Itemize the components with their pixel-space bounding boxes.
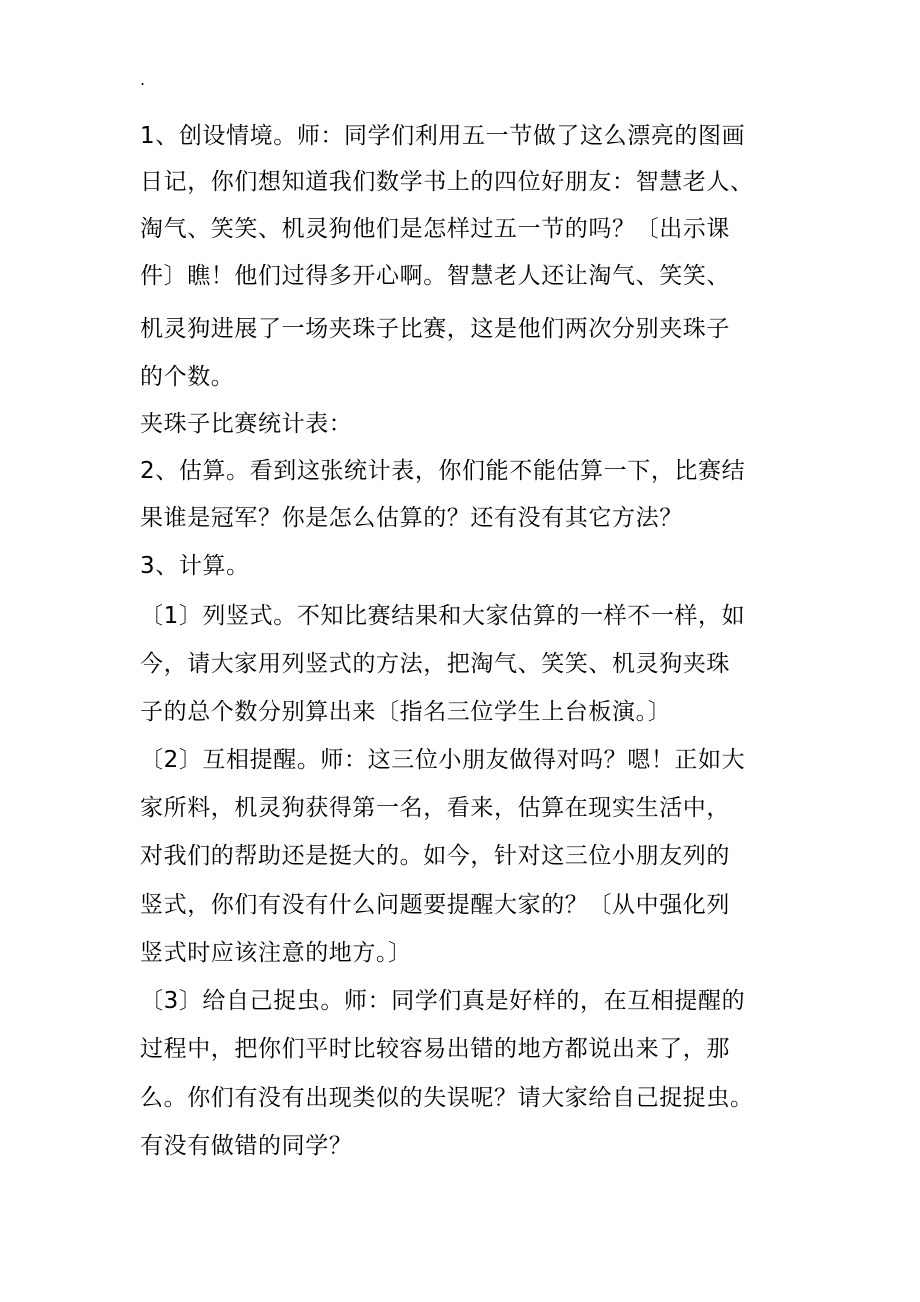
text-line-8: 2、估算。看到这张统计表，你们能不能估算一下，比赛结 [140,458,746,484]
section-heading-calculation: 3、计算。 [140,553,250,579]
text-line-14: 〔2〕互相提醒。师：这三位小朋友做得对吗？嗯！正如大 [140,747,746,773]
text-line-1: 1、创设情境。师：同学们利用五一节做了这么漂亮的图画 [140,123,746,149]
text-line-15: 家所料，机灵狗获得第一名，看来，估算在现实生活中， [140,795,730,821]
text-line-4: 件〕瞧！他们过得多开心啊。智慧老人还让淘气、笑笑、 [140,263,730,289]
text-line-21: 么。你们有没有出现类似的失误呢？请大家给自己捉捉虫。 [140,1085,754,1111]
text-line-12: 今，请大家用列竖式的方法，把淘气、笑笑、机灵狗夹珠 [140,651,730,677]
text-line-11: 〔1〕列竖式。不知比赛结果和大家估算的一样不一样，如 [140,603,746,629]
section-heading-table: 夹珠子比赛统计表： [140,411,353,437]
text-line-3: 淘气、笑笑、机灵狗他们是怎样过五一节的吗？〔出示课 [140,216,730,242]
text-line-2: 日记，你们想知道我们数学书上的四位好朋友：智慧老人、 [140,169,754,195]
text-line-9: 果谁是冠军？你是怎么估算的？还有没有其它方法？ [140,505,683,531]
text-line-13: 子的总个数分别算出来〔指名三位学生上台板演。〕 [140,699,672,725]
text-line-16: 对我们的帮助还是挺大的。如今，针对这三位小朋友列的 [140,843,730,869]
text-line-6: 的个数。 [140,364,235,390]
text-line-17: 竖式，你们有没有什么问题要提醒大家的？〔从中强化列 [140,892,730,918]
header-mark: . [140,70,146,89]
text-line-19: 〔3〕给自己捉虫。师：同学们真是好样的，在互相提醒的 [140,988,746,1014]
text-line-18: 竖式时应该注意的地方。〕 [140,940,412,966]
text-line-5: 机灵狗进展了一场夹珠子比赛，这是他们两次分别夹珠子 [140,316,730,342]
text-line-22: 有没有做错的同学？ [140,1133,353,1159]
text-line-20: 过程中，把你们平时比较容易出错的地方都说出来了，那 [140,1036,730,1062]
